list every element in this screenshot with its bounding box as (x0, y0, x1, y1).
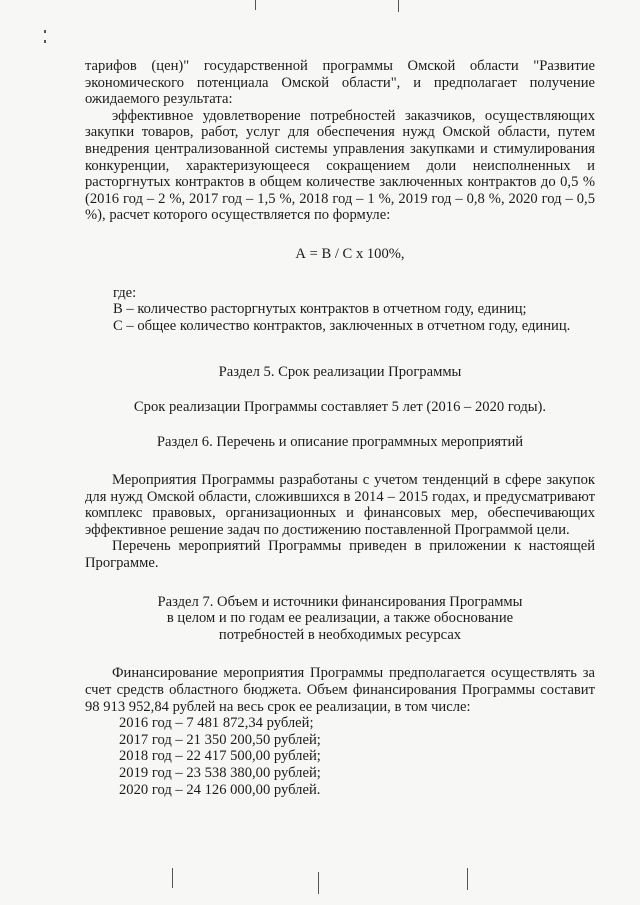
scan-mark (172, 868, 173, 888)
section-7-title-line: в целом и по годам ее реализации, а также обоснование (166, 610, 514, 627)
section-7-title-line: потребностей в необходимых ресурсах (218, 626, 462, 643)
section-7-paragraph-1: Финансирование мероприятия Программы предполагается осуществлять за счет средств областного бюджета. Объем финансирования Программы составит 98 913 952,84 рублей на весь срок ее реализации, в том числе: (85, 665, 595, 715)
section-6-paragraph-2: Перечень мероприятий Программы приведен в приложении к настоящей Программе. (85, 538, 595, 572)
formula: А = В / С х 100%, (295, 245, 405, 262)
scan-mark (467, 868, 468, 890)
funding-year-item: 2016 год – 7 481 872,34 рублей; (119, 715, 314, 732)
funding-year-item: 2020 год – 24 126 000,00 рублей. (119, 781, 321, 798)
section-6-title: Раздел 6. Перечень и описание программных мероприятий (156, 433, 524, 450)
scan-mark (318, 872, 319, 894)
scan-mark (44, 30, 46, 33)
funding-year-item: 2017 год – 21 350 200,50 рублей; (119, 731, 321, 748)
section-7-title (85, 594, 595, 644)
scan-mark (398, 0, 399, 12)
formula-where-label: где: (113, 284, 137, 301)
intro-paragraph: тарифов (цен)" государственной программы Омской области "Развитие экономического потенциала Омской области", и предполагает получение ожидаемого результата: (85, 58, 595, 108)
funding-year-item: 2018 год – 22 417 500,00 рублей; (119, 748, 321, 765)
expected-result-paragraph: эффективное удовлетворение потребностей заказчиков, осуществляющих закупки товаров, работ, услуг для обеспечения нужд Омской области, путем внедрения централизованной системы управления закупками и стимулирования конкуренции, характеризующееся сокращением доли неисполненных и расторгнутых контрактов в общем количестве заключенных контрактов до 0,5 % (2016 год – 2 %, 2017 год – 1,5 %, 2018 год – 1 %, 2019 год – 0,8 %, 2020 год – 0,5 %), расчет которого осуществляется по формуле: (85, 107, 595, 224)
document-body (85, 58, 595, 798)
formula-c-definition: С – общее количество контрактов, заключенных в отчетном году, единиц. (113, 317, 571, 334)
section-7-title-line: Раздел 7. Объем и источники финансирования Программы (157, 593, 523, 610)
scan-mark (255, 0, 256, 10)
funding-year-item: 2019 год – 23 538 380,00 рублей; (119, 765, 321, 781)
section-6-paragraph-1: Мероприятия Программы разработаны с учетом тенденций в сфере закупок для нужд Омской области, сложившихся в 2014 – 2015 годах, и предусматривают комплекс правовых, организационных и финансовых мер, обеспечивающих эффективное решение задач по достижению поставленной Программой цели. (85, 472, 595, 538)
scan-mark (44, 40, 46, 43)
section-5-text: Срок реализации Программы составляет 5 лет (2016 – 2020 годы). (133, 398, 547, 415)
formula-b-definition: В – количество расторгнутых контрактов в отчетном году, единиц; (113, 301, 527, 318)
section-5-title: Раздел 5. Срок реализации Программы (218, 364, 462, 381)
